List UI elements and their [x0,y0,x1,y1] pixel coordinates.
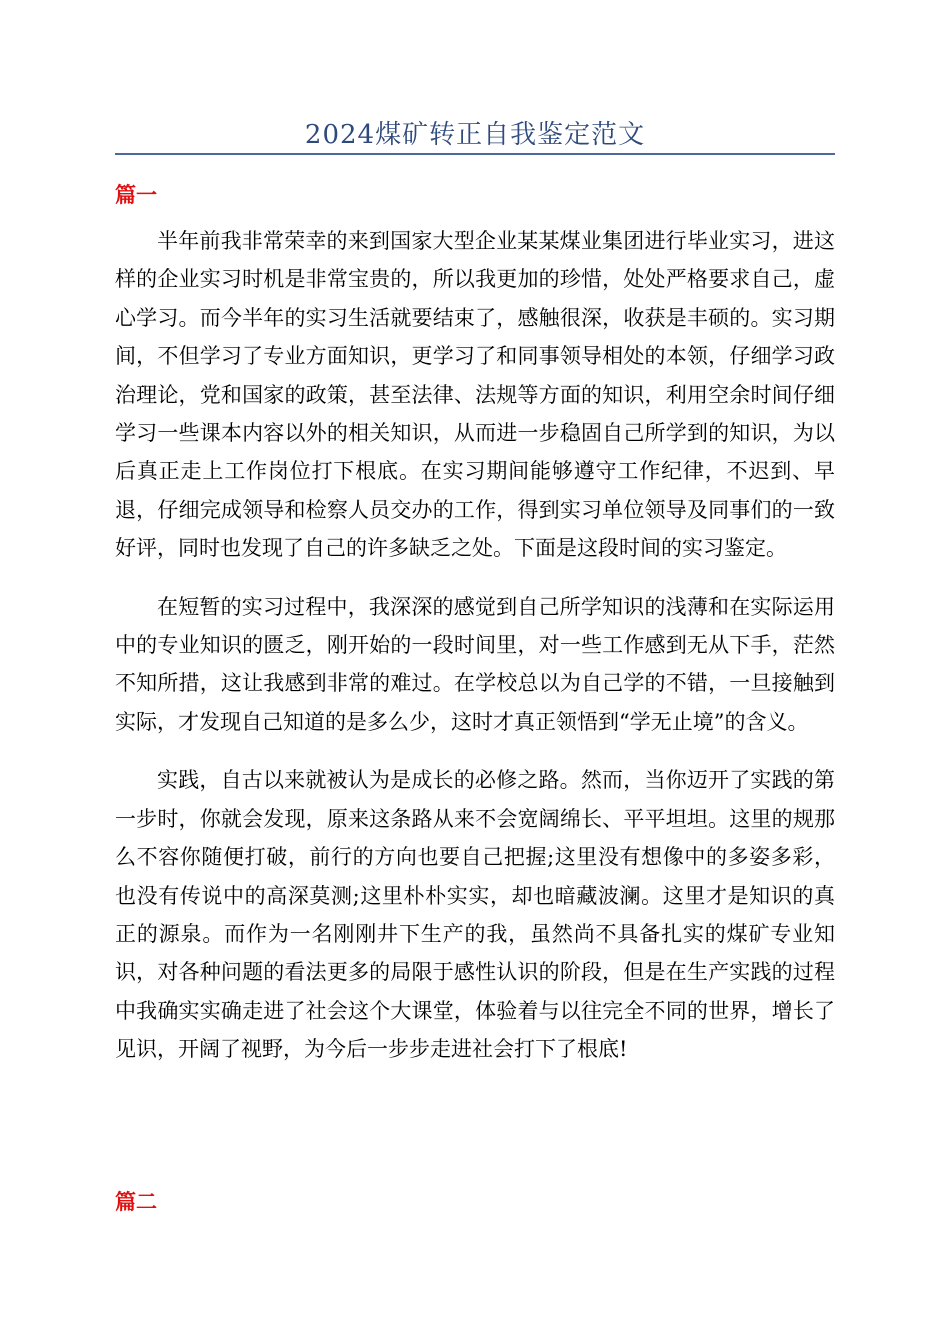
paragraph-3: 实践，自古以来就被认为是成长的必修之路。然而，当你迈开了实践的第一步时，你就会发现，原来这条路从来不会宽阔绵长、平平坦坦。这里的规那么不容你随便打破，前行的方向也要自己把握;这里没有想像中的多姿多彩，也没有传说中的高深莫测;这里朴朴实实，却也暗藏波澜。这里才是知识的真正的源泉。而作为一名刚刚井下生产的我，虽然尚不具备扎实的煤矿专业知识，对各种问题的看法更多的局限于感性认识的阶段，但是在生产实践的过程中我确实实确走进了社会这个大课堂，体验着与以往完全不同的世界，增长了见识，开阔了视野，为今后一步步走进社会打下了根底! [115,768,835,1062]
paragraph-1: 半年前我非常荣幸的来到国家大型企业某某煤业集团进行毕业实习，进这样的企业实习时机是非常宝贵的，所以我更加的珍惜，处处严格要求自己，虚心学习。而今半年的实习生活就要结束了，感触很深，收获是丰硕的。实习期间，不但学习了专业方面知识，更学习了和同事领导相处的本领，仔细学习政治理论，党和国家的政策，甚至法律、法规等方面的知识，利用空余时间仔细学习一些课本内容以外的相关知识，从而进一步稳固自己所学到的知识，为以后真正走上工作岗位打下根底。在实习期间能够遵守工作纪律，不迟到、早退，仔细完成领导和检察人员交办的工作，得到实习单位领导及同事们的一致好评，同时也发现了自己的许多缺乏之处。下面是这段时间的实习鉴定。 [115,229,835,561]
paragraph-2: 在短暂的实习过程中，我深深的感觉到自己所学知识的浅薄和在实际运用中的专业知识的匮乏，刚开始的一段时间里，对一些工作感到无从下手，茫然不知所措，这让我感到非常的难过。在学校总以为自己学的不错，一旦接触到实际，才发现自己知道的是多么少，这时才真正领悟到“学无止境”的含义。 [115,594,835,734]
section-heading-2: 篇二 [115,1190,157,1214]
section-heading-1: 篇一 [115,183,157,207]
document-title: 2024煤矿转正自我鉴定范文 [304,120,646,150]
section-1-body [115,222,835,1089]
title-underline [115,153,835,155]
